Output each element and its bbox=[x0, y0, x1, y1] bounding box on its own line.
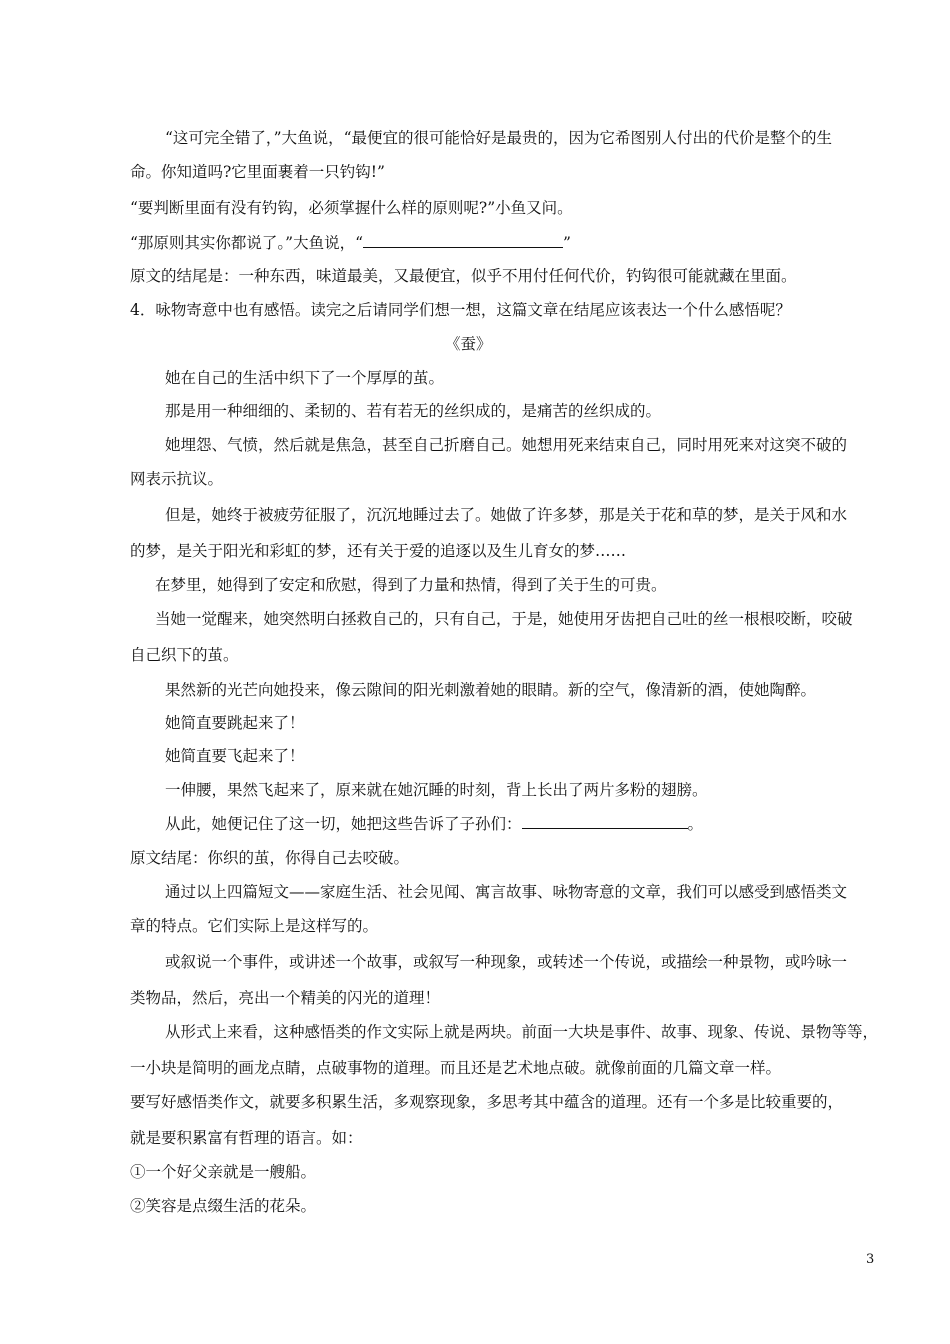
text-line: 的梦，是关于阳光和彩虹的梦，还有关于爱的追逐以及生儿育女的梦…… bbox=[130, 542, 627, 560]
answer-blank[interactable] bbox=[522, 813, 688, 829]
text-line: 但是，她终于被疲劳征服了，沉沉地睡过去了。她做了许多梦，那是关于花和草的梦，是关于风和水 bbox=[165, 506, 848, 524]
text-line: 当她一觉醒来，她突然明白拯救自己的，只有自己，于是，她使用牙齿把自己吐的丝一根根咬断，咬破 bbox=[155, 610, 853, 628]
text-line: 那是用一种细细的、柔韧的、若有若无的丝织成的，是痛苦的丝织成的。 bbox=[165, 402, 662, 420]
text-line: “这可完全错了，”大鱼说，“最便宜的很可能恰好是最贵的，因为它希图别人付出的代价是整个的生 bbox=[165, 129, 833, 147]
text-segment: 从此，她便记住了这一切，她把这些告诉了子孙们： bbox=[165, 815, 522, 833]
text-segment: “那原则其实你都说了。”大鱼说，“ bbox=[130, 234, 364, 252]
list-item: ②笑容是点缀生活的花朵。 bbox=[130, 1197, 317, 1215]
text-line: 原文结尾：你织的茧，你得自己去咬破。 bbox=[130, 849, 410, 867]
text-line: 从形式上来看，这种感悟类的作文实际上就是两块。前面一大块是事件、故事、现象、传说、景物等等， bbox=[165, 1023, 879, 1041]
text-line bbox=[165, 813, 703, 834]
text-line: 在梦里，她得到了安定和欣慰，得到了力量和热情，得到了关于生的可贵。 bbox=[155, 576, 667, 594]
text-line: 就是要积累富有哲理的语言。如： bbox=[130, 1129, 363, 1147]
question-heading: 4．咏物寄意中也有感悟。读完之后请同学们想一想，这篇文章在结尾应该表达一个什么感悟呢？ bbox=[130, 301, 791, 319]
list-item: ①一个好父亲就是一艘船。 bbox=[130, 1163, 317, 1181]
text-line: 要写好感悟类作文，就要多积累生活，多观察现象，多思考其中蕴含的道理。还有一个多是比较重要的， bbox=[130, 1093, 844, 1111]
text-line: 一小块是简明的画龙点睛，点破事物的道理。而且还是艺术地点破。就像前面的几篇文章一样。 bbox=[130, 1059, 782, 1077]
text-line: 原文的结尾是：一种东西，味道最美，又最便宜，似乎不用付任何代价，钓钩很可能就藏在里面。 bbox=[130, 267, 797, 285]
text-line: 一伸腰，果然飞起来了，原来就在她沉睡的时刻，背上长出了两片多粉的翅膀。 bbox=[165, 781, 708, 799]
text-line: 她在自己的生活中织下了一个厚厚的茧。 bbox=[165, 369, 445, 387]
article-title: 《蚕》 bbox=[445, 335, 492, 353]
text-segment: 。 bbox=[687, 815, 704, 833]
text-line: 她简直要飞起来了！ bbox=[165, 747, 305, 765]
text-line: 命。你知道吗?它里面裹着一只钓钩!” bbox=[130, 163, 385, 181]
text-line: 她简直要跳起来了！ bbox=[165, 714, 305, 732]
text-line: 类物品，然后，亮出一个精美的闪光的道理！ bbox=[130, 989, 441, 1007]
text-line: 章的特点。它们实际上是这样写的。 bbox=[130, 917, 379, 935]
text-segment: ” bbox=[563, 234, 571, 252]
page-number: 3 bbox=[866, 1252, 875, 1267]
text-line: 或叙说一个事件，或讲述一个故事，或叙写一种现象，或转述一个传说，或描绘一种景物，或吟咏一 bbox=[165, 953, 848, 971]
answer-blank[interactable] bbox=[363, 232, 563, 248]
text-line: 网表示抗议。 bbox=[130, 470, 224, 488]
text-line: 通过以上四篇短文——家庭生活、社会见闻、寓言故事、咏物寄意的文章，我们可以感受到感悟类文 bbox=[165, 883, 848, 901]
text-line: 果然新的光芒向她投来，像云隙间的阳光刺激着她的眼睛。新的空气，像清新的酒，使她陶醉。 bbox=[165, 681, 817, 699]
text-line: “要判断里面有没有钓钩，必须掌握什么样的原则呢?”小鱼又问。 bbox=[130, 199, 573, 217]
text-line: 她埋怨、气愤，然后就是焦急，甚至自己折磨自己。她想用死来结束自己，同时用死来对这突不破的 bbox=[165, 436, 848, 454]
text-line: 自己织下的茧。 bbox=[130, 646, 239, 664]
text-line bbox=[130, 232, 571, 253]
